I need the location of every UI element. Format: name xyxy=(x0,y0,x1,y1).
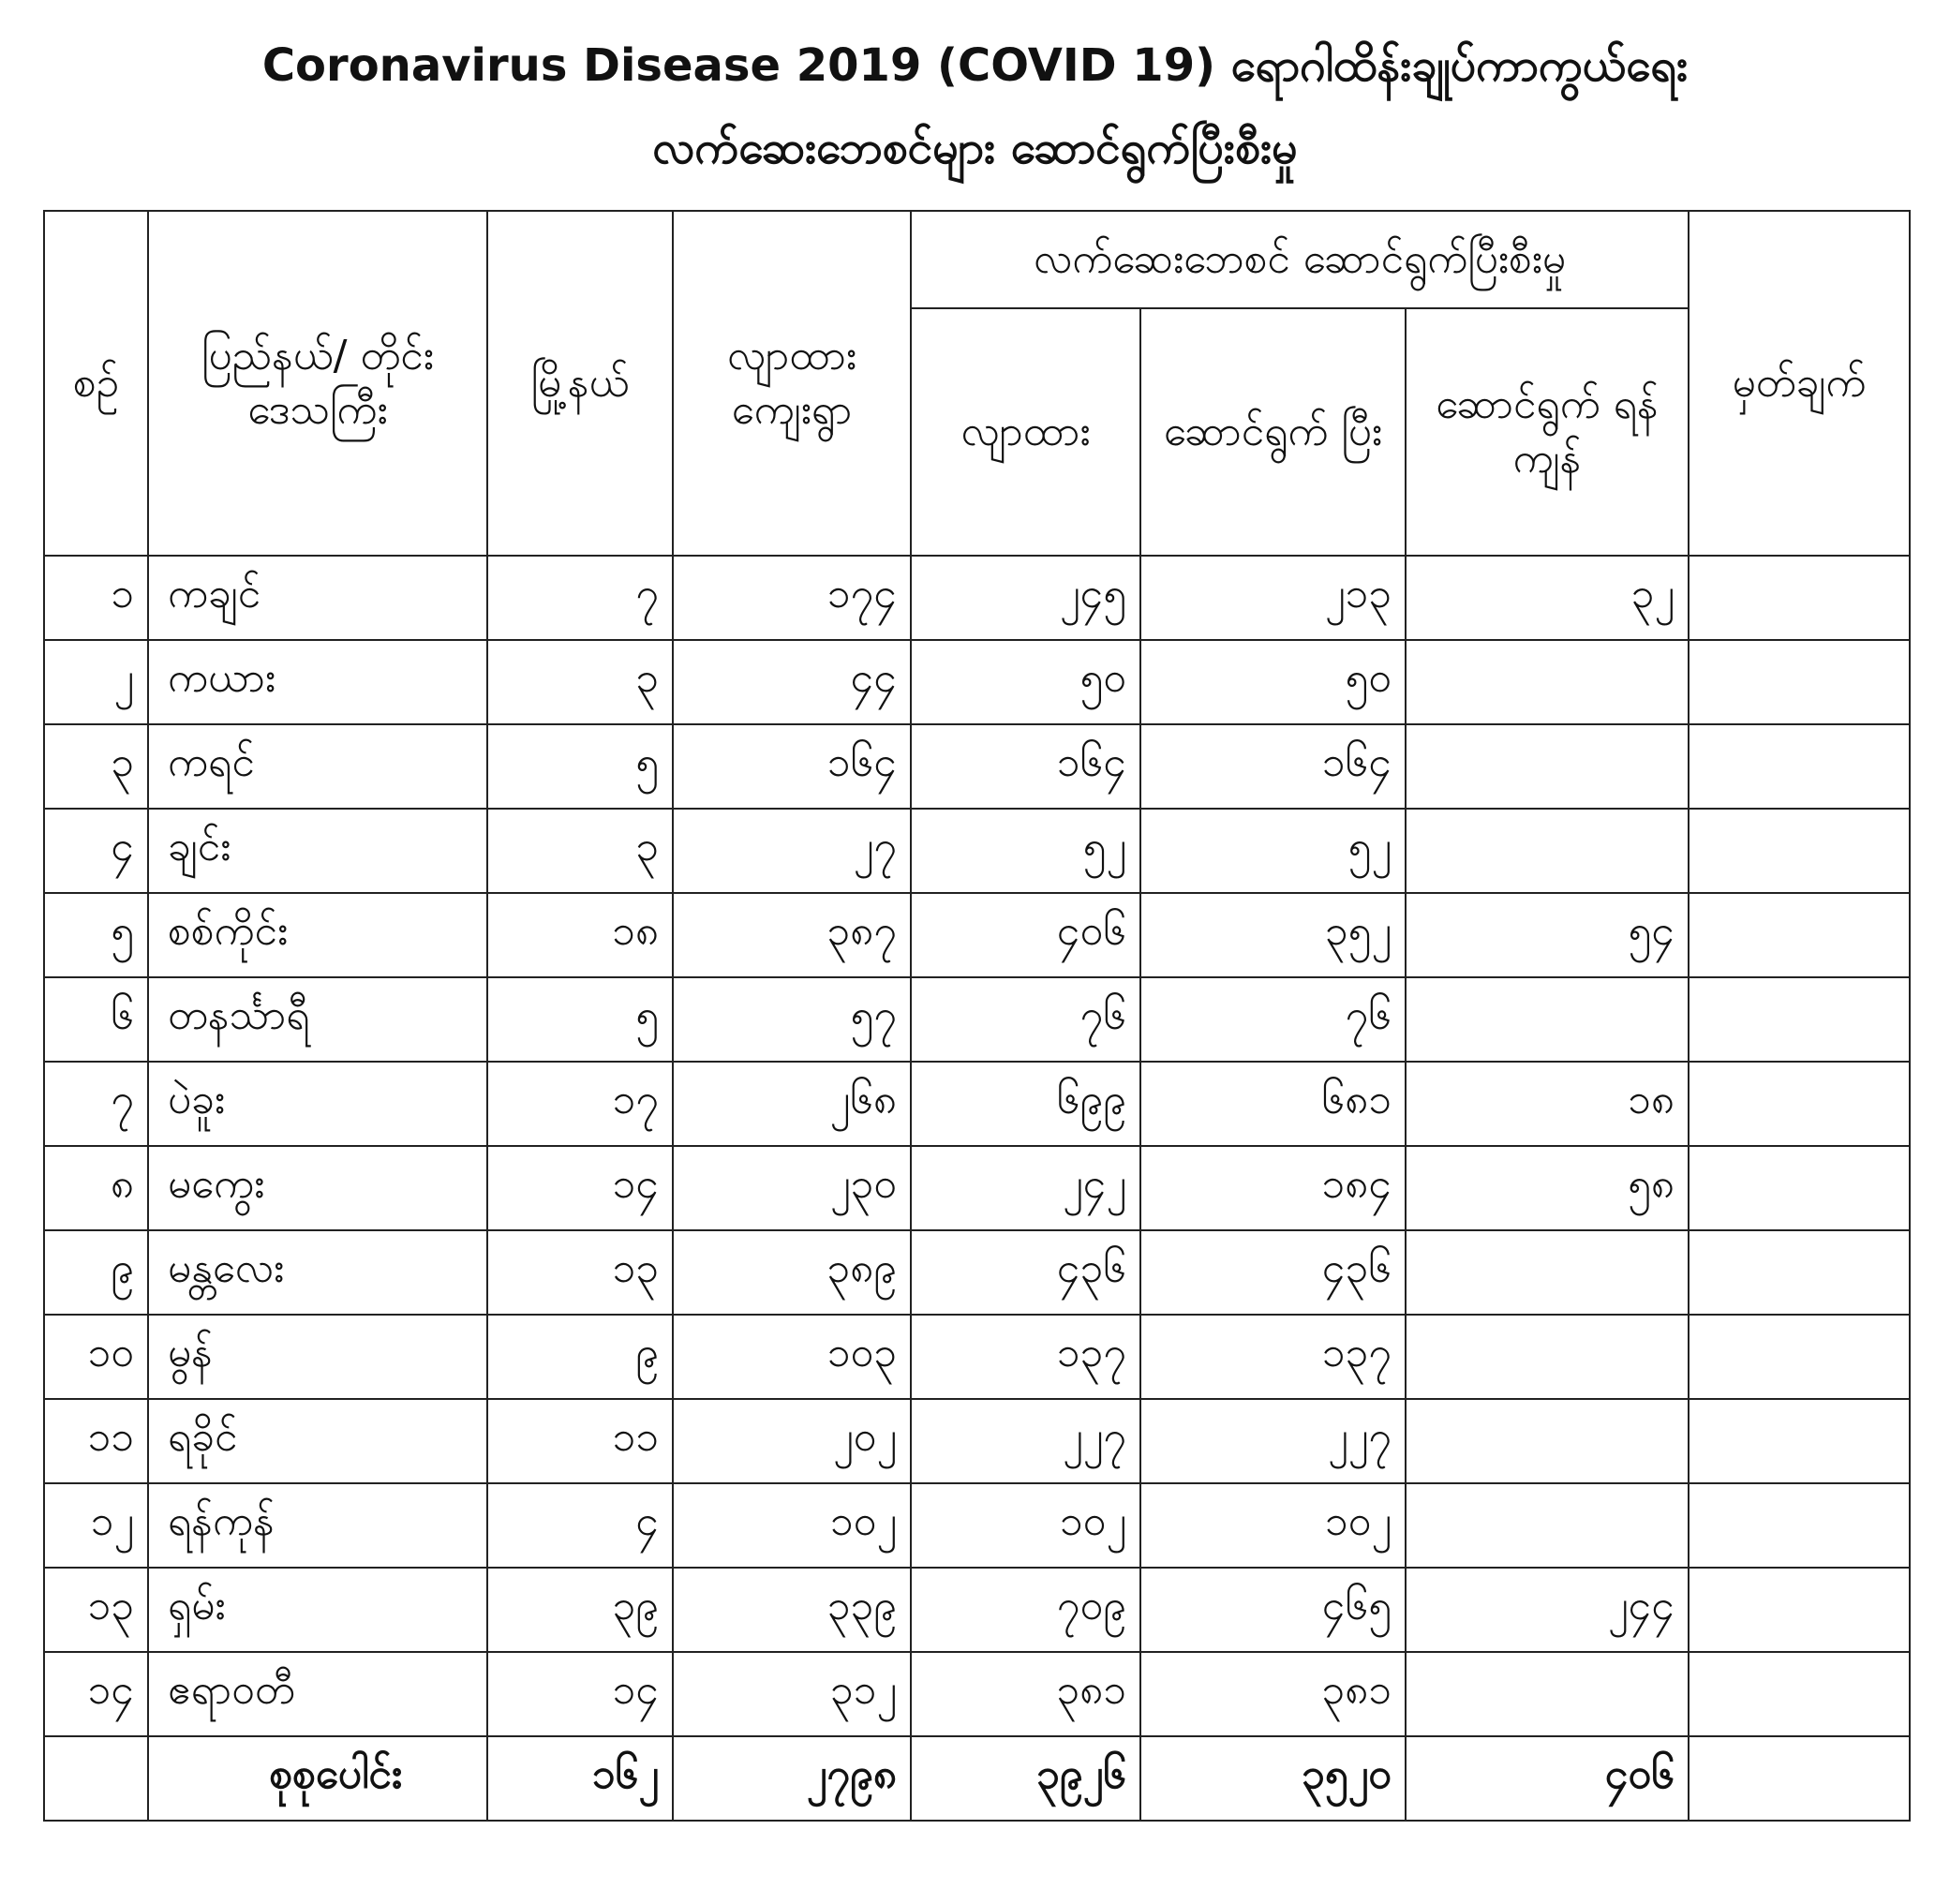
row-village-count: ၂၇ xyxy=(673,809,911,893)
header-state-region: ပြည်နယ်/ တိုင်းဒေသကြီး xyxy=(148,211,487,556)
row-serial-no: ၄ xyxy=(44,809,148,893)
row-target-count: ၂၂၇ xyxy=(911,1399,1140,1483)
table-row xyxy=(44,1146,1910,1230)
row-target-count: ၆၉၉ xyxy=(911,1062,1140,1146)
table-row xyxy=(44,1062,1910,1146)
row-remark xyxy=(1689,1399,1910,1483)
row-village-count: ၂၃၀ xyxy=(673,1146,911,1230)
row-remark xyxy=(1689,1652,1910,1736)
row-region-name: ဧရာဝတီ xyxy=(148,1652,487,1736)
row-village-count: ၁၀၃ xyxy=(673,1315,911,1399)
row-remark xyxy=(1689,556,1910,640)
table-row xyxy=(44,1568,1910,1652)
row-village-count: ၁၆၄ xyxy=(673,724,911,809)
row-target-count: ၄၀၆ xyxy=(911,893,1140,977)
header-target: လျာထား xyxy=(911,308,1140,556)
row-village-count: ၃၃၉ xyxy=(673,1568,911,1652)
table-row xyxy=(44,1652,1910,1736)
header-remark: မှတ်ချက် xyxy=(1689,211,1910,556)
table-row xyxy=(44,893,1910,977)
row-serial-no: ၁၀ xyxy=(44,1315,148,1399)
row-region-name: ချင်း xyxy=(148,809,487,893)
row-region-name: ကရင် xyxy=(148,724,487,809)
row-target-count: ၁၃၇ xyxy=(911,1315,1140,1399)
table-row xyxy=(44,809,1910,893)
row-remark xyxy=(1689,1568,1910,1652)
total-villages: ၂၇၉၈ xyxy=(673,1736,911,1821)
row-done-count: ၂၂၇ xyxy=(1140,1399,1406,1483)
table-row xyxy=(44,640,1910,724)
table-row xyxy=(44,1483,1910,1568)
row-remark xyxy=(1689,1062,1910,1146)
header-remaining: ဆောင်ရွက် ရန် ကျန် xyxy=(1406,308,1689,556)
row-serial-no: ၉ xyxy=(44,1230,148,1315)
row-done-count: ၅၂ xyxy=(1140,809,1406,893)
row-target-count: ၂၄၅ xyxy=(911,556,1140,640)
row-remark xyxy=(1689,1483,1910,1568)
row-target-count: ၁၆၄ xyxy=(911,724,1140,809)
row-remark xyxy=(1689,893,1910,977)
row-serial-no: ၈ xyxy=(44,1146,148,1230)
total-remark xyxy=(1689,1736,1910,1821)
total-done: ၃၅၂၀ xyxy=(1140,1736,1406,1821)
row-remaining-count: ၂၄၄ xyxy=(1406,1568,1689,1652)
row-remaining-count xyxy=(1406,1230,1689,1315)
row-remaining-count xyxy=(1406,1652,1689,1736)
table-row xyxy=(44,977,1910,1062)
row-done-count: ၂၁၃ xyxy=(1140,556,1406,640)
row-township-count: ၃၉ xyxy=(487,1568,673,1652)
row-region-name: မကွေး xyxy=(148,1146,487,1230)
row-region-name: ရှမ်း xyxy=(148,1568,487,1652)
row-township-count: ၄ xyxy=(487,1483,673,1568)
row-township-count: ၁၄ xyxy=(487,1146,673,1230)
row-township-count: ၁၇ xyxy=(487,1062,673,1146)
row-township-count: ၁၁ xyxy=(487,1399,673,1483)
row-remaining-count: ၃၂ xyxy=(1406,556,1689,640)
row-township-count: ၉ xyxy=(487,1315,673,1399)
row-village-count: ၄၄ xyxy=(673,640,911,724)
table-row xyxy=(44,1230,1910,1315)
row-remaining-count xyxy=(1406,1315,1689,1399)
row-remaining-count xyxy=(1406,640,1689,724)
row-remark xyxy=(1689,1146,1910,1230)
row-remark xyxy=(1689,1315,1910,1399)
row-township-count: ၁၃ xyxy=(487,1230,673,1315)
header-stations-group: လက်ဆေးဘေစင် ဆောင်ရွက်ပြီးစီးမှု xyxy=(911,211,1689,308)
row-remark xyxy=(1689,724,1910,809)
row-village-count: ၃၁၂ xyxy=(673,1652,911,1736)
row-township-count: ၁၈ xyxy=(487,893,673,977)
total-row xyxy=(44,1736,1910,1821)
page-title-line1: Coronavirus Disease 2019 (COVID 19) ရောဂါထိန်းချုပ်ကာကွယ်ရေး xyxy=(261,39,1689,92)
row-village-count: ၃၈၉ xyxy=(673,1230,911,1315)
row-target-count: ၂၄၂ xyxy=(911,1146,1140,1230)
row-done-count: ၇၆ xyxy=(1140,977,1406,1062)
row-township-count: ၃ xyxy=(487,809,673,893)
header-serial-no: စဉ် xyxy=(44,211,148,556)
row-done-count: ၁၈၄ xyxy=(1140,1146,1406,1230)
row-remark xyxy=(1689,809,1910,893)
row-remark xyxy=(1689,1230,1910,1315)
row-target-count: ၄၃၆ xyxy=(911,1230,1140,1315)
row-township-count: ၅ xyxy=(487,977,673,1062)
row-serial-no: ၅ xyxy=(44,893,148,977)
row-remaining-count: ၅၈ xyxy=(1406,1146,1689,1230)
row-remaining-count: ၁၈ xyxy=(1406,1062,1689,1146)
row-serial-no: ၁၃ xyxy=(44,1568,148,1652)
row-serial-no: ၆ xyxy=(44,977,148,1062)
row-village-count: ၁၇၄ xyxy=(673,556,911,640)
row-village-count: ၁၀၂ xyxy=(673,1483,911,1568)
row-region-name: ပဲခူး xyxy=(148,1062,487,1146)
row-serial-no: ၁ xyxy=(44,556,148,640)
table-row xyxy=(44,556,1910,640)
table-row xyxy=(44,1315,1910,1399)
row-remaining-count xyxy=(1406,1399,1689,1483)
table-row xyxy=(44,1399,1910,1483)
row-region-name: တနင်္သာရီ xyxy=(148,977,487,1062)
row-serial-no: ၂ xyxy=(44,640,148,724)
row-target-count: ၅၀ xyxy=(911,640,1140,724)
row-serial-no: ၇ xyxy=(44,1062,148,1146)
row-village-count: ၅၇ xyxy=(673,977,911,1062)
row-region-name: ရန်ကုန် xyxy=(148,1483,487,1568)
row-township-count: ၇ xyxy=(487,556,673,640)
row-region-name: မန္တလေး xyxy=(148,1230,487,1315)
header-township: မြို့နယ် xyxy=(487,211,673,556)
row-serial-no: ၁၁ xyxy=(44,1399,148,1483)
row-village-count: ၂၆၈ xyxy=(673,1062,911,1146)
row-done-count: ၃၈၁ xyxy=(1140,1652,1406,1736)
row-village-count: ၂၀၂ xyxy=(673,1399,911,1483)
row-done-count: ၃၅၂ xyxy=(1140,893,1406,977)
row-township-count: ၁၄ xyxy=(487,1652,673,1736)
row-target-count: ၁၀၂ xyxy=(911,1483,1140,1568)
row-remaining-count: ၅၄ xyxy=(1406,893,1689,977)
row-remark xyxy=(1689,977,1910,1062)
row-remaining-count xyxy=(1406,1483,1689,1568)
row-township-count: ၃ xyxy=(487,640,673,724)
page-title-line2: လက်ဆေးဘေစင်များ ဆောင်ရွက်ပြီးစီးမှု xyxy=(652,122,1298,174)
table-row xyxy=(44,724,1910,809)
row-remaining-count xyxy=(1406,977,1689,1062)
row-done-count: ၁၀၂ xyxy=(1140,1483,1406,1568)
row-region-name: ကယား xyxy=(148,640,487,724)
total-township: ၁၆၂ xyxy=(487,1736,673,1821)
total-label: စုစုပေါင်း xyxy=(148,1736,487,1821)
row-target-count: ၇၀၉ xyxy=(911,1568,1140,1652)
row-target-count: ၅၂ xyxy=(911,809,1140,893)
header-target-villages: လျာထား ကျေးရွာ xyxy=(673,211,911,556)
total-empty-cell xyxy=(44,1736,148,1821)
row-serial-no: ၃ xyxy=(44,724,148,809)
row-target-count: ၃၈၁ xyxy=(911,1652,1140,1736)
row-remaining-count xyxy=(1406,724,1689,809)
row-done-count: ၁၃၇ xyxy=(1140,1315,1406,1399)
total-remaining: ၄၀၆ xyxy=(1406,1736,1689,1821)
row-done-count: ၄၆၅ xyxy=(1140,1568,1406,1652)
total-target: ၃၉၂၆ xyxy=(911,1736,1140,1821)
row-region-name: မွန် xyxy=(148,1315,487,1399)
row-region-name: စစ်ကိုင်း xyxy=(148,893,487,977)
row-remaining-count xyxy=(1406,809,1689,893)
row-done-count: ၁၆၄ xyxy=(1140,724,1406,809)
row-done-count: ၅၀ xyxy=(1140,640,1406,724)
row-serial-no: ၁၂ xyxy=(44,1483,148,1568)
row-serial-no: ၁၄ xyxy=(44,1652,148,1736)
row-done-count: ၄၃၆ xyxy=(1140,1230,1406,1315)
row-village-count: ၃၈၇ xyxy=(673,893,911,977)
header-done: ဆောင်ရွက် ပြီး xyxy=(1140,308,1406,556)
handwashing-stations-table xyxy=(43,210,1911,1822)
row-done-count: ၆၈၁ xyxy=(1140,1062,1406,1146)
row-region-name: ကချင် xyxy=(148,556,487,640)
row-region-name: ရခိုင် xyxy=(148,1399,487,1483)
row-township-count: ၅ xyxy=(487,724,673,809)
row-target-count: ၇၆ xyxy=(911,977,1140,1062)
row-remark xyxy=(1689,640,1910,724)
